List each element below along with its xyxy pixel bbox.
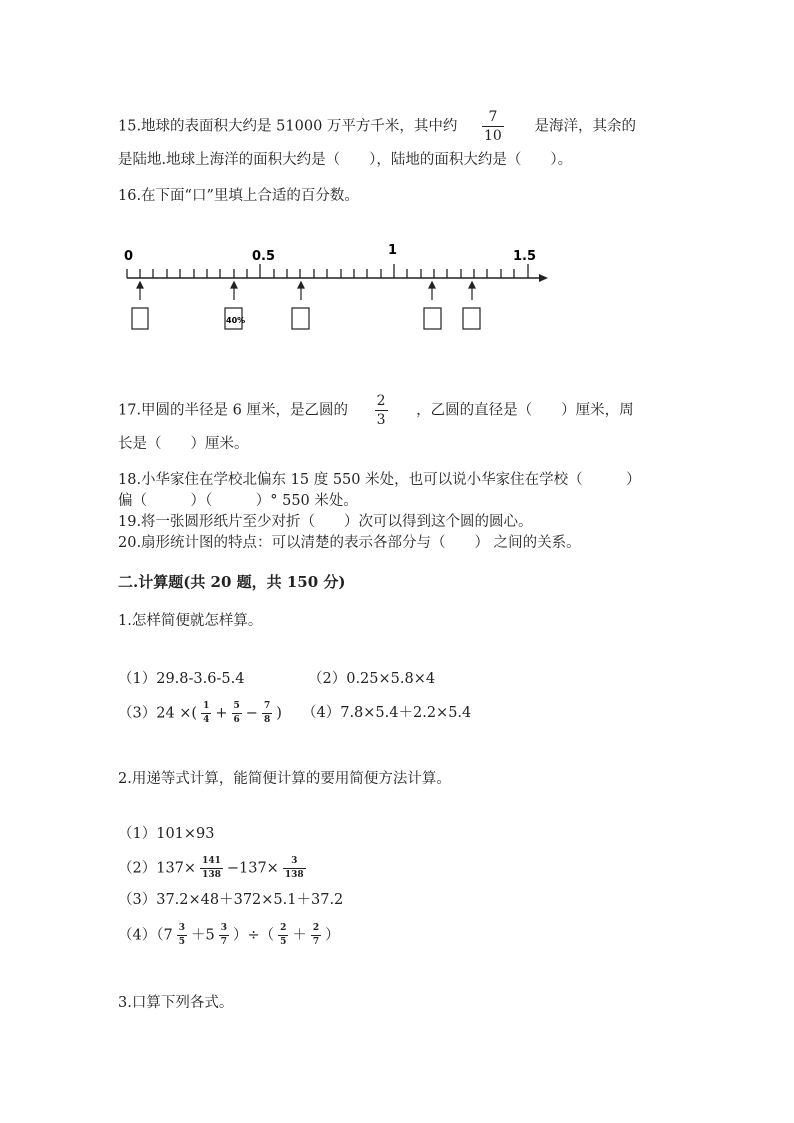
calc2-frac-6: $\frac{2}{7}$ [312,923,320,947]
q17-text-part2: ，乙圆的直径是（ ）厘米，周 [416,402,634,419]
tick-label-0: 0 [124,249,134,264]
section-heading: 二.计算题(共 20 题，共 150 分) [118,573,346,591]
q15-frac-num: 7 [488,109,498,125]
calc2-p4-c: ）÷（ [232,927,275,944]
calc3-title: 3.口算下列各式。 [118,995,234,1011]
calc2-p4-a: （4）（7 [118,927,173,944]
q15-fraction [482,110,504,143]
calc1-op-2: − [245,705,258,722]
q16-text: 16.在下面“口”里填上合适的百分数。 [118,188,359,204]
q18-line1: 18.小华家住在学校北偏东 15 度 550 米处，也可以说小华家住在学校（ ） [118,472,641,488]
calc2-p2-b: −137× [226,860,279,877]
calc2-p2-a: （2）137× [118,860,197,877]
q20-text: 20.扇形统计图的特点：可以清楚的表示各部分与（ ） 之间的关系。 [118,535,581,551]
calc1-frac-2: $\frac{5}{6}$ [233,701,240,725]
q19-text: 19.将一张圆形纸片至少对折（ ）次可以得到这个圆的圆心。 [118,514,533,530]
q15-text-part2: 是海洋，其余的 [534,118,636,135]
calc2-problem-4 [118,924,340,947]
tick-label-0-5: 0.5 [252,249,276,264]
number-line-diagram [110,236,560,336]
q15-frac-den: 10 [484,128,502,144]
calc2-problem-1: （1）101×93 [118,826,215,842]
calc2-p4-b: ＋5 [190,927,215,944]
calc1-problem-4: （4）7.8×5.4＋2.2×5.4 [302,705,472,721]
calc1-problem-1: （1）29.8-3.6-5.4 [118,671,245,687]
tick-label-1-5: 1.5 [513,249,537,264]
q15-text-part1: 15.地球的表面积大约是 51000 万平方千米，其中约 [118,118,458,135]
q17-line1 [118,394,634,427]
answer-box-4 [424,308,441,329]
q18-line2: 偏（ ）（ ）° 550 米处。 [118,493,358,509]
q17-line2: 长是（ ）厘米。 [118,436,249,452]
calc2-problem-2 [118,857,310,880]
calc2-frac-4: $\frac{3}{7}$ [220,923,227,947]
calc1-p3-prefix: （3）24 ×( [118,705,198,722]
calc1-frac-3: $\frac{7}{8}$ [263,701,271,725]
q17-text-part1: 17.甲圆的半径是 6 厘米，是乙圆的 [118,402,349,419]
calc2-frac-3: $\frac{3}{5}$ [178,923,185,947]
calc1-frac-1: $\frac{1}{4}$ [203,701,210,725]
answer-box-3 [292,308,309,329]
answer-box-2-value: 40% [226,316,246,325]
calc2-frac-2: $\frac{3}{138}$ [284,856,304,880]
calc1-title: 1.怎样简便就怎样算。 [118,613,263,629]
calc1-problem-3 [118,702,282,725]
answer-box-1 [132,308,148,329]
tick-label-1: 1 [388,243,398,258]
calc2-frac-1: $\frac{141}{138}$ [202,856,221,880]
calc2-p4-d: ＋ [292,927,307,944]
calc2-title: 2.用递等式计算，能简便计算的要用简便方法计算。 [118,771,451,787]
calc2-frac-5: $\frac{2}{5}$ [280,923,287,947]
q17-frac-den: 3 [376,412,386,428]
calc2-p4-e: ） [325,927,340,944]
pointer-arrows [137,282,475,300]
number-line-ticks [127,264,528,278]
q17-fraction [375,394,388,427]
calc1-p3-suffix: ) [276,705,282,722]
q15-line2: 是陆地.地球上海洋的面积大约是（ ），陆地的面积大约是（ ）。 [118,152,573,168]
calc1-problem-2: （2）0.25×5.8×4 [308,671,436,687]
calc2-problem-3: （3）37.2×48＋372×5.1＋37.2 [118,892,344,908]
number-line-arrowhead [539,274,548,282]
q17-frac-num: 2 [376,393,386,409]
calc1-op-1: + [215,705,228,722]
answer-box-5 [463,308,480,329]
q15-line1 [118,110,636,143]
